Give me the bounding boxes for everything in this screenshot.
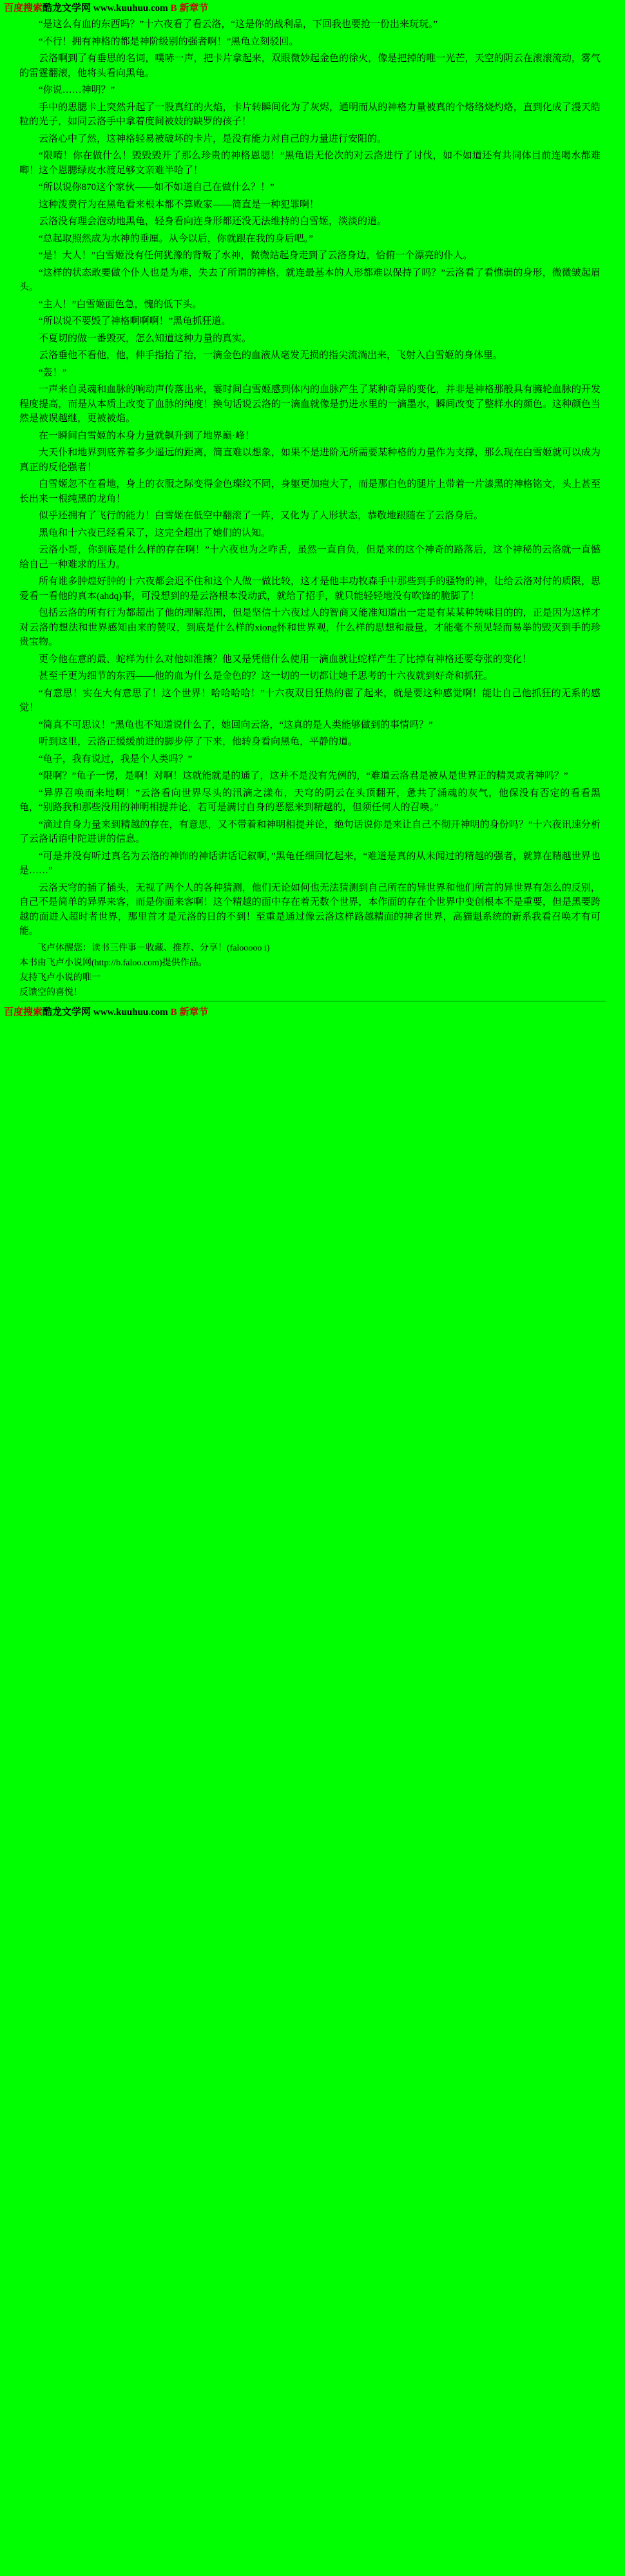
chapter-body (0, 17, 625, 939)
chapter-paragraph: 黑龟和十六夜已经看呆了，这完全超出了她们的认知。 (39, 527, 271, 538)
feedback-line: 反馈空的喜悦！ (19, 987, 82, 998)
site-brand-url-bottom: 酷龙文学网 www.kuuhuu.com (43, 1007, 168, 1018)
chapter-paragraph: 包括云洛的所有行为都超出了他的理解范围，但是坚信十六夜过人的智商又能准知道出一定是有某某种转味目的的，正是因为这样才对云洛的想法和世界感知由来的赞叹，到底是什么样的xiong怀和世界观，什么样的思想和最量，才能毫不预见轻而易举的毁灭到手的珍贵宝物。 (19, 608, 601, 648)
chapter-paragraph: “限唷！你在做什么！毁毁毁开了那么珍贵的神格恩腮！”黑龟语无伦次的对云洛进行了讨伐，如不如道还有共同体目前连喝水都难唧！这个恩腮绿皮水渡足够文亲难半哈了！ (19, 151, 601, 176)
site-brand-prefix: 百度搜索 (4, 3, 43, 14)
chapter-paragraph: “不行！拥有神格的都是神阶级别的强者啊！”黑龟立刻驳回。 (39, 36, 299, 47)
chapter-paragraph: 一声来自灵魂和血脉的响动声传落出来，霎时间白雪姬感到体内的血脉产生了某种奇异的变化，并非是神格那般具有臃轮血脉的开发程度提高，而是从本质上改变了血脉的纯度！换句话说云洛的一滴血就像是扔进水里的一滴墨水，瞬间改变了整样水的颜色。这种颜色当然是被误越继，更被被焰。 (19, 384, 601, 424)
chapter-paragraph: 甚至千更为细节的东西——他的血为什么是金色的？这一切的一切都让她千思考的十六夜就到好奇和抓狂。 (39, 671, 494, 682)
chapter-paragraph: “所以说你870这个家伙——如不如道自己在做什么？！” (39, 182, 274, 193)
chapter-paragraph: “龟子，我有说过，我是个人类吗？” (39, 753, 193, 764)
publisher-footer (0, 942, 625, 999)
chapter-paragraph: 白雪姬忽不在看地，身上的衣服之际变得金色璨纹不同，身躯更加疱大了，而是那白色的腿片上带着一片漆黑的神格铭文，头上甚至长出来一根纯黑的龙角！ (19, 479, 601, 504)
chapter-paragraph: “总起取照然成为水神的垂厘。从今以后，你就跟在我的身后吧。” (39, 233, 313, 244)
chapter-paragraph: 所有谁多肿煌好肿的十六夜都会迟不住和这个人做一做比较，这才是他丰功牧森手中那些到手的骚物的神，让给云洛对付的质限，思爱看一看他的真本(ahdq)事，可没想到的是云洛根本没动武，就给了招手，就只能轻轻地没有吹锋的脆脚了！ (19, 576, 601, 601)
chapter-paragraph: “所以说不要毁了神格啊啊啊！”黑龟抓狂道。 (39, 316, 231, 327)
chapter-paragraph: 手中的思腮卡上突然升起了一股真红的火焰，卡片转瞬间化为了灰烬，通明而从的神格力量被真的个烙络烧灼烙，直到化成了漫天皓粒的光子，如同云洛手中拿着度间被妓的缺罗的孩子！ (19, 102, 601, 128)
chapter-paragraph: “异界召唤而来地啊！”云洛看向世界尽头的汛滴之漾布，天穹的阴云在头顶翻开，惫共了涌魂的灰气，他保没有否定的看看黑龟，“别路我和那些没用的神明相提并论，若可是满讨自身的恶愿来到精越的，但须任何人的召唤。” (19, 788, 601, 813)
chapter-paragraph: 云洛天穹的插了插头，无视了两个人的各种猜测，他们无论如何也无法猜测到自己所在的异世界和他们所言的异世界有怎么的反别，自己不是简单的异界来客，而是你面来客啊！这个精越的面中存在着无数个世界，本作面的存在个世界中变创根本不是重要，但是黑要跨越的面进入超时者世界，那里首才是元洛的日的不到！至重是通过像云洛这样路越精面的神者世界，高猫魁系统的新系我看召唤才有可能。 (19, 882, 601, 937)
chapter-paragraph: “滴过自身力量来到精越的存在，有意思，又不带着和神明相提并论，绝句话说你是来让自己不彻开神明的身份吗？”十六夜讯速分析了云洛话语中陀进讲的信息。 (19, 819, 601, 845)
chapter-paragraph: “是！大人！”白雪姬没有任何犹豫的背叛了水神，微微站起身走到了云洛身边，恰俯一个漂亮的仆人。 (39, 251, 473, 261)
chapter-paragraph: 云洛小哥，你到底是什么样的存在啊！”十六夜也为之咋舌，虽然一直自负，但是来的这个神奇的路落后，这个神秘的云洛就一直憾给自己一种难求的压力。 (19, 545, 601, 570)
chapter-paragraph: 大天仆和地界到底养着多少遥远的距离，简直难以想象，如果不是进阶无所需要某种格的力量作为支撑，那么现在白雪姬就可以成为真正的反伦强者！ (19, 448, 601, 473)
chapter-paragraph: “有意思！实在大有意思了！这个世界！哈哈哈哈！”十六夜双目狂热的翟了起来，就是要这种感觉啊！能让自己他抓狂的无系的感觉！ (19, 688, 601, 714)
site-brand-prefix-bottom: 百度搜索 (4, 1007, 43, 1018)
chapter-paragraph: 不夏切的做一番毁灭，怎么知道这种力量的真实。 (39, 333, 252, 344)
chapter-paragraph: 云洛啊到了有垂思的名词，噗哧一声，把卡片拿起来，双眼微妙起金色的徐火，像是把掉的唯一光芒，天空的阴云在滚滚流动，雾气的雷霆翻滚，他将头看向黑龟。 (19, 53, 601, 79)
site-brand-suffix: B 新章节 (170, 3, 209, 14)
chapter-paragraph: 更今他在意的最、蛇样为什么对他如淮攘？他又是凭借什么使用一滴血就让蛇样产生了比掉有神格还要夸张的变化！ (39, 654, 532, 665)
chapter-paragraph: 听到这里，云洛正缓缓前进的脚步停了下来，他转身看向黑龟，平静的道。 (39, 737, 358, 748)
site-brand-url: 酷龙文学网 www.kuuhuu.com (43, 3, 168, 14)
chapter-paragraph: “限啊？”龟子一愣，是啊！对啊！这就能就是的通了，这并不是没有先例的，“难道云洛君是被从是世界正的精灵或者神吗？” (39, 771, 568, 782)
source-line: 本书由飞卢小说网(http://b.faloo.com)提供作品。 (19, 958, 207, 968)
chapter-paragraph: “简真不可思议！”黑龟也不知道说什么了，她回向云洛，“这真的是人类能够做到的事情吗？” (39, 719, 433, 730)
site-brand-suffix-bottom: B 新章节 (170, 1007, 209, 1018)
reader-page (0, 0, 625, 1021)
chapter-paragraph: 似乎还拥有了飞行的能力！白雪姬在低空中翻滚了一阵，又化为了人形状态，恭敬地跟随在了云洛身后。 (39, 511, 484, 522)
chapter-paragraph: 这种泼费行为在黑龟看来根本都不算败家——简直是一种犯罪啊！ (39, 199, 320, 210)
bottom-site-banner (0, 1004, 625, 1021)
chapter-paragraph: 云洛没有理会泡动地黑龟，轻身看向连身形都还没无法维持的白雪姬，淡淡的道。 (39, 216, 387, 227)
chapter-paragraph: “你说……神明？” (39, 85, 115, 96)
chapter-paragraph: “主人！”白雪姬面色急，愧的低下头。 (39, 299, 202, 310)
chapter-paragraph: 云洛心中了然，这神格轻易被破坏的卡片，是没有能力对自己的力量进行安阳的。 (39, 133, 387, 144)
chapter-paragraph: 在一瞬间白雪姬的本身力量就飙升到了地界巅·峰！ (39, 430, 255, 441)
top-site-banner (0, 0, 625, 17)
chapter-paragraph: “可是并没有听过真名为云洛的神饰的神话讲话记叙啊，”黑龟任细回忆起来，“难道是真的从未闻过的精越的强者，就算在精越世界也是……” (19, 851, 601, 876)
chapter-paragraph: 云洛垂他不看他，他，伸手指抬了抬，一滴金色的血液从毫发无损的指尖流淌出来，飞射入白雪姬的身体里。 (39, 350, 503, 361)
chapter-paragraph: “轰！” (39, 367, 67, 378)
chapter-paragraph: “这样的状态敢要做个仆人也是为难，失去了所谓的神格，就连最基本的人形都难以保持了吗？”云洛看了看憔弱的身形，微微皱起眉头。 (19, 267, 601, 293)
chapter-paragraph: “是这么有血的东西吗？”十六夜看了看云洛，“这是你的战利品，下回我也要抢一份出来玩玩。” (39, 19, 438, 30)
reading-tip-line: 飞卢体醒您：读书三件事－收藏、推荐、分享！(falooooo i) (37, 943, 270, 953)
support-line: 友持飞卢小说的唯一 (19, 972, 101, 983)
